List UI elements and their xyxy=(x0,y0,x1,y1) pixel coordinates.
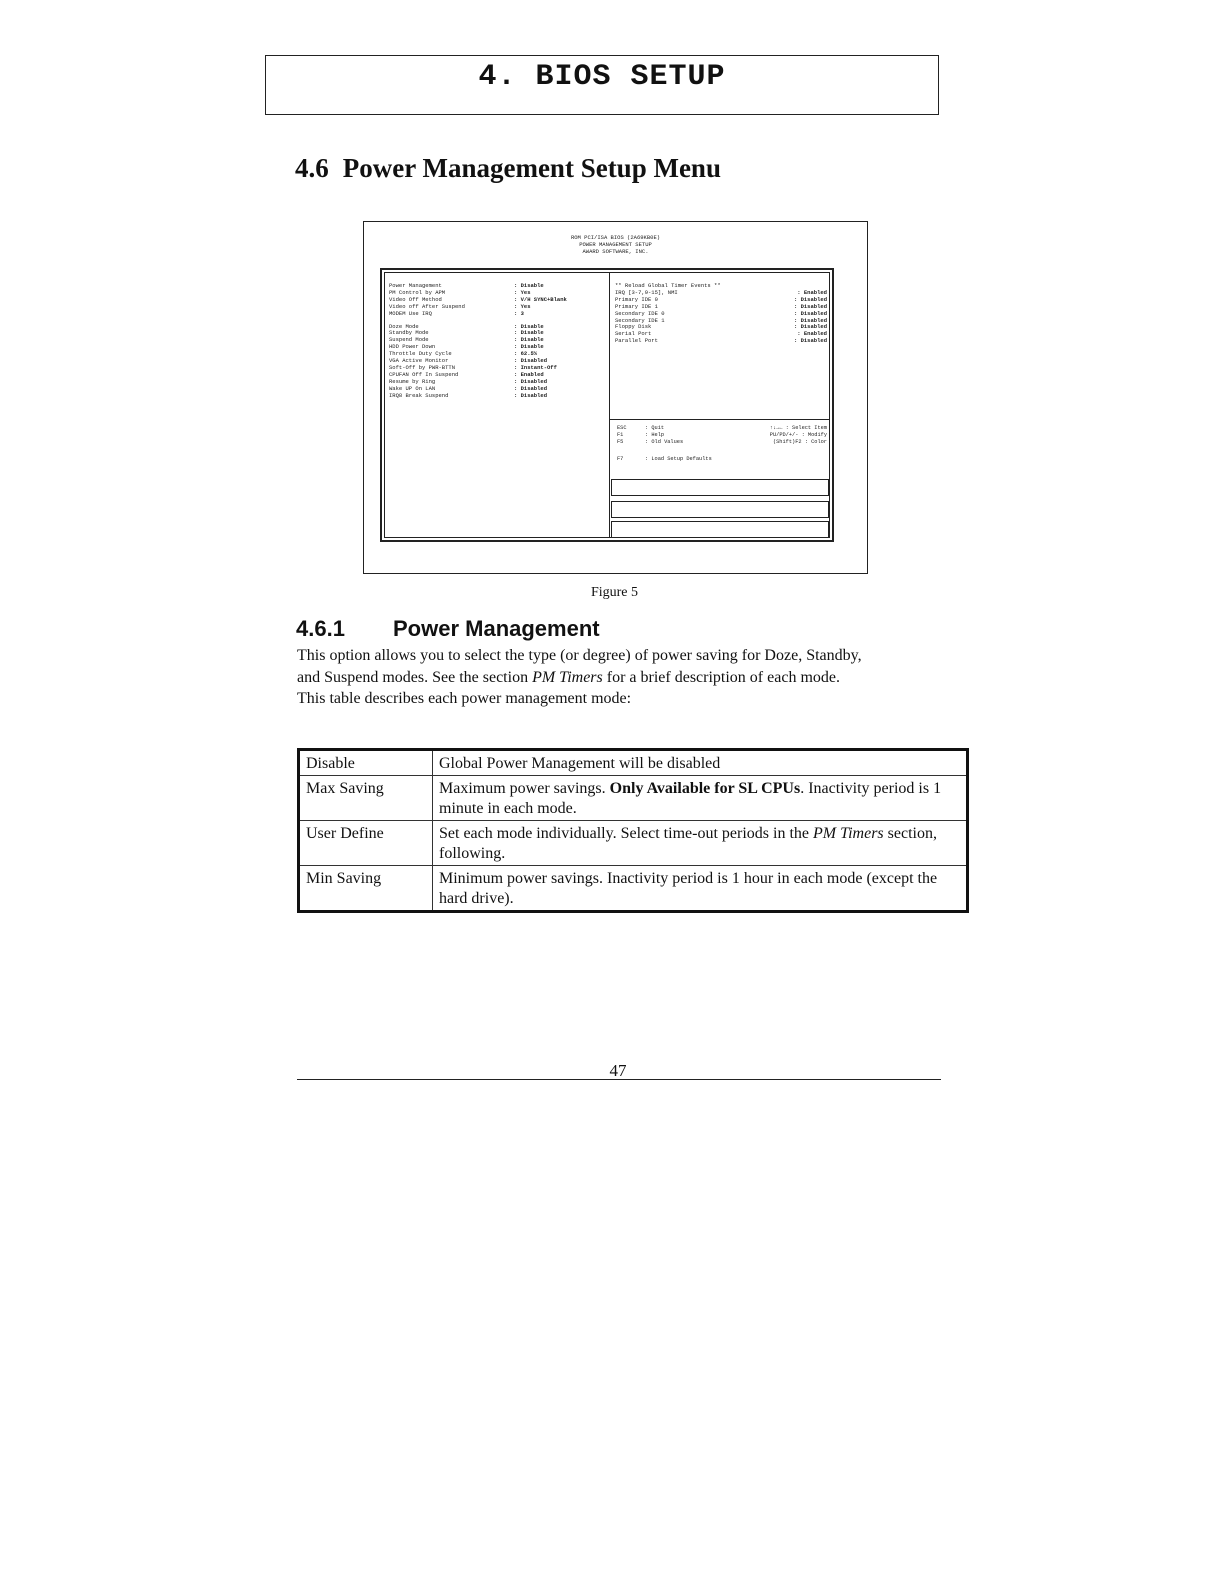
key-action: PU/PD/+/- : Modify xyxy=(769,432,827,438)
setting-value: : Disable xyxy=(514,282,544,289)
text-run: Global Power Management will be disabled xyxy=(439,755,721,772)
setting-label: Secondary IDE 0 xyxy=(615,310,665,317)
setting-label: IRQ [3-7,9-15], NMI xyxy=(615,289,678,296)
setting-label: Doze Mode xyxy=(389,323,419,330)
page-number: 47 xyxy=(609,1061,627,1080)
setting-label: Soft-Off by PWR-BTTN xyxy=(389,364,456,371)
bios-header-line: AWARD SOFTWARE, INC. xyxy=(582,248,649,255)
setting-value: : Disable xyxy=(514,329,544,337)
setting-value: : Disabled xyxy=(514,357,548,365)
setting-value: : Yes xyxy=(514,288,531,296)
bios-setting-row xyxy=(389,330,613,337)
bios-setting-row xyxy=(615,338,827,345)
bios-setting-row xyxy=(389,311,613,318)
setting-label: HDD Power Down xyxy=(389,344,436,351)
setting-label: Power Management xyxy=(389,283,442,289)
mode-name-cell: Min Saving xyxy=(299,866,433,912)
bios-screenshot-figure xyxy=(363,221,868,574)
text-run: and Suspend modes. See the section xyxy=(297,668,533,686)
bios-left-panel xyxy=(389,283,613,400)
setting-value: : Disable xyxy=(514,343,544,351)
setting-value: : Disabled xyxy=(793,337,827,345)
bios-message-box xyxy=(611,501,829,518)
setting-label: Video off After Suspend xyxy=(389,303,465,310)
bios-setting-row xyxy=(389,351,613,358)
setting-value: : Enabled xyxy=(797,288,827,296)
setting-value: : Disabled xyxy=(793,309,827,317)
bios-setting-row xyxy=(389,344,613,351)
bios-setting-row xyxy=(389,290,613,297)
text-run: Set each mode individually. Select time-out periods in the xyxy=(439,825,813,842)
bios-setting-row xyxy=(389,297,613,304)
key-legend-row xyxy=(617,432,827,439)
setting-label: VGA Active Monitor xyxy=(389,358,449,365)
setting-value: : V/H SYNC+Blank xyxy=(514,295,567,303)
bios-setting-row xyxy=(389,379,613,386)
bios-setting-row xyxy=(615,324,827,331)
setting-label: MODEM Use IRQ xyxy=(389,310,432,317)
key-name: F1 xyxy=(617,432,624,438)
paragraph-line: This table describes each power management mode: xyxy=(297,690,632,707)
power-mode-table xyxy=(297,748,969,913)
setting-value: : Disabled xyxy=(793,316,827,324)
table-row xyxy=(299,866,968,912)
setting-label: Throttle Duty Cycle xyxy=(389,351,452,358)
table-row xyxy=(299,750,968,776)
setting-value: : Disabled xyxy=(793,295,827,303)
bios-setting-row xyxy=(389,372,613,379)
key-name: F7 xyxy=(617,456,624,462)
key-desc: : Load Setup Defaults xyxy=(645,456,712,462)
setting-value: : Enabled xyxy=(514,370,544,378)
key-legend-row xyxy=(617,456,827,463)
setting-value: : Disable xyxy=(514,322,544,330)
bios-screen-inner xyxy=(384,272,830,538)
bios-setting-row xyxy=(389,337,613,344)
bios-setting-row xyxy=(389,358,613,365)
key-desc: : Quit xyxy=(645,425,665,431)
setting-label: PM Control by APM xyxy=(389,289,446,296)
key-name: F5 xyxy=(617,439,624,445)
description-paragraph xyxy=(297,645,947,710)
setting-value: : Disabled xyxy=(793,302,827,310)
text-run: section, following. xyxy=(439,825,937,862)
setting-label: Floppy Disk xyxy=(615,324,652,331)
chapter-header-box xyxy=(265,55,939,115)
bios-right-panel xyxy=(615,283,827,345)
mode-name-cell: User Define xyxy=(299,821,433,866)
key-legend-row xyxy=(617,439,827,446)
setting-label: Primary IDE 0 xyxy=(615,296,658,303)
bios-setting-row xyxy=(389,324,613,331)
section-title: Power Management Setup Menu xyxy=(342,153,721,183)
bios-setting-row xyxy=(389,304,613,311)
setting-label: Parallel Port xyxy=(615,338,658,345)
bios-header-line: ROM PCI/ISA BIOS (2A69KB0E) xyxy=(570,234,661,241)
subsection-heading xyxy=(296,616,600,642)
bios-header-line: POWER MANAGEMENT SETUP xyxy=(579,241,652,248)
bios-setting-row xyxy=(389,283,613,290)
table-row xyxy=(299,821,968,866)
setting-label: Suspend Mode xyxy=(389,337,429,344)
bios-screen-frame xyxy=(380,268,834,542)
setting-value: : Enabled xyxy=(797,330,827,338)
setting-label: IRQ8 Break Suspend xyxy=(389,392,449,399)
setting-value: : Disabled xyxy=(514,377,548,385)
bios-setting-row xyxy=(389,393,613,400)
table-row xyxy=(299,776,968,821)
setting-label: Resume by Ring xyxy=(389,378,436,385)
key-desc: : Help xyxy=(645,432,665,438)
mode-description-cell xyxy=(433,776,968,821)
setting-value: : 62.5% xyxy=(514,350,538,358)
subsection-title: Power Management xyxy=(393,616,600,641)
emphasis-bold: Only Available for SL CPUs xyxy=(609,780,801,797)
figure-caption: Figure 5 xyxy=(590,585,639,600)
mode-description-cell xyxy=(433,821,968,866)
section-heading xyxy=(295,153,721,184)
bios-keys-divider xyxy=(610,419,829,420)
mode-description-cell xyxy=(433,750,968,776)
setting-label: Wake UP On LAN xyxy=(389,385,436,392)
setting-label: Primary IDE 1 xyxy=(615,303,658,310)
setting-label: Serial Port xyxy=(615,331,652,338)
key-action: (Shift)F2 : Color xyxy=(772,439,827,445)
setting-value: : Disabled xyxy=(793,323,827,331)
key-desc: : Old Values xyxy=(645,439,684,445)
pm-timers-reference: PM Timers xyxy=(812,825,884,842)
mode-name-cell: Disable xyxy=(299,750,433,776)
chapter-title: 4. BIOS SETUP xyxy=(478,60,726,94)
setting-label: CPUFAN Off In Suspend xyxy=(389,371,459,378)
text-run: Maximum power savings. xyxy=(439,780,610,797)
setting-value: : 3 xyxy=(514,309,524,317)
paragraph-line: This option allows you to select the type (or degree) of power saving for Doze, Standby, xyxy=(297,647,862,664)
setting-value: : Disabled xyxy=(514,384,548,392)
setting-value: : Disabled xyxy=(514,391,548,399)
bios-right-title: ** Reload Global Timer Events ** xyxy=(615,282,721,289)
pm-timers-reference: PM Timers xyxy=(532,668,603,686)
key-action: ↑↓→← : Select Item xyxy=(769,425,827,431)
key-name: ESC xyxy=(617,425,627,431)
text-run: . Inactivity period is 1 minute in each mode. xyxy=(439,780,942,817)
mode-name-cell: Max Saving xyxy=(299,776,433,821)
section-number: 4.6 xyxy=(295,153,329,183)
setting-value: : Yes xyxy=(514,302,531,310)
mode-description-cell xyxy=(433,866,968,912)
bios-message-box xyxy=(611,521,829,538)
key-legend-row xyxy=(617,425,827,432)
bios-setting-row xyxy=(389,365,613,372)
setting-value: : Instant-Off xyxy=(514,363,557,371)
footer-rule xyxy=(297,1079,941,1080)
bios-key-legend xyxy=(617,425,827,463)
paragraph-line xyxy=(297,667,947,689)
setting-value: : Disable xyxy=(514,336,544,344)
text-run: for a brief description of each mode. xyxy=(602,668,840,686)
bios-setting-row xyxy=(389,386,613,393)
bios-message-box xyxy=(611,479,829,496)
bios-header xyxy=(364,234,867,255)
setting-label: Standby Mode xyxy=(389,330,429,337)
setting-label: Video Off Method xyxy=(389,296,442,303)
bios-column-divider xyxy=(609,273,610,537)
subsection-number: 4.6.1 xyxy=(296,616,345,641)
setting-label: Secondary IDE 1 xyxy=(615,317,665,324)
text-run: Minimum power savings. Inactivity period is 1 hour in each mode (except the hard drive). xyxy=(439,870,938,907)
